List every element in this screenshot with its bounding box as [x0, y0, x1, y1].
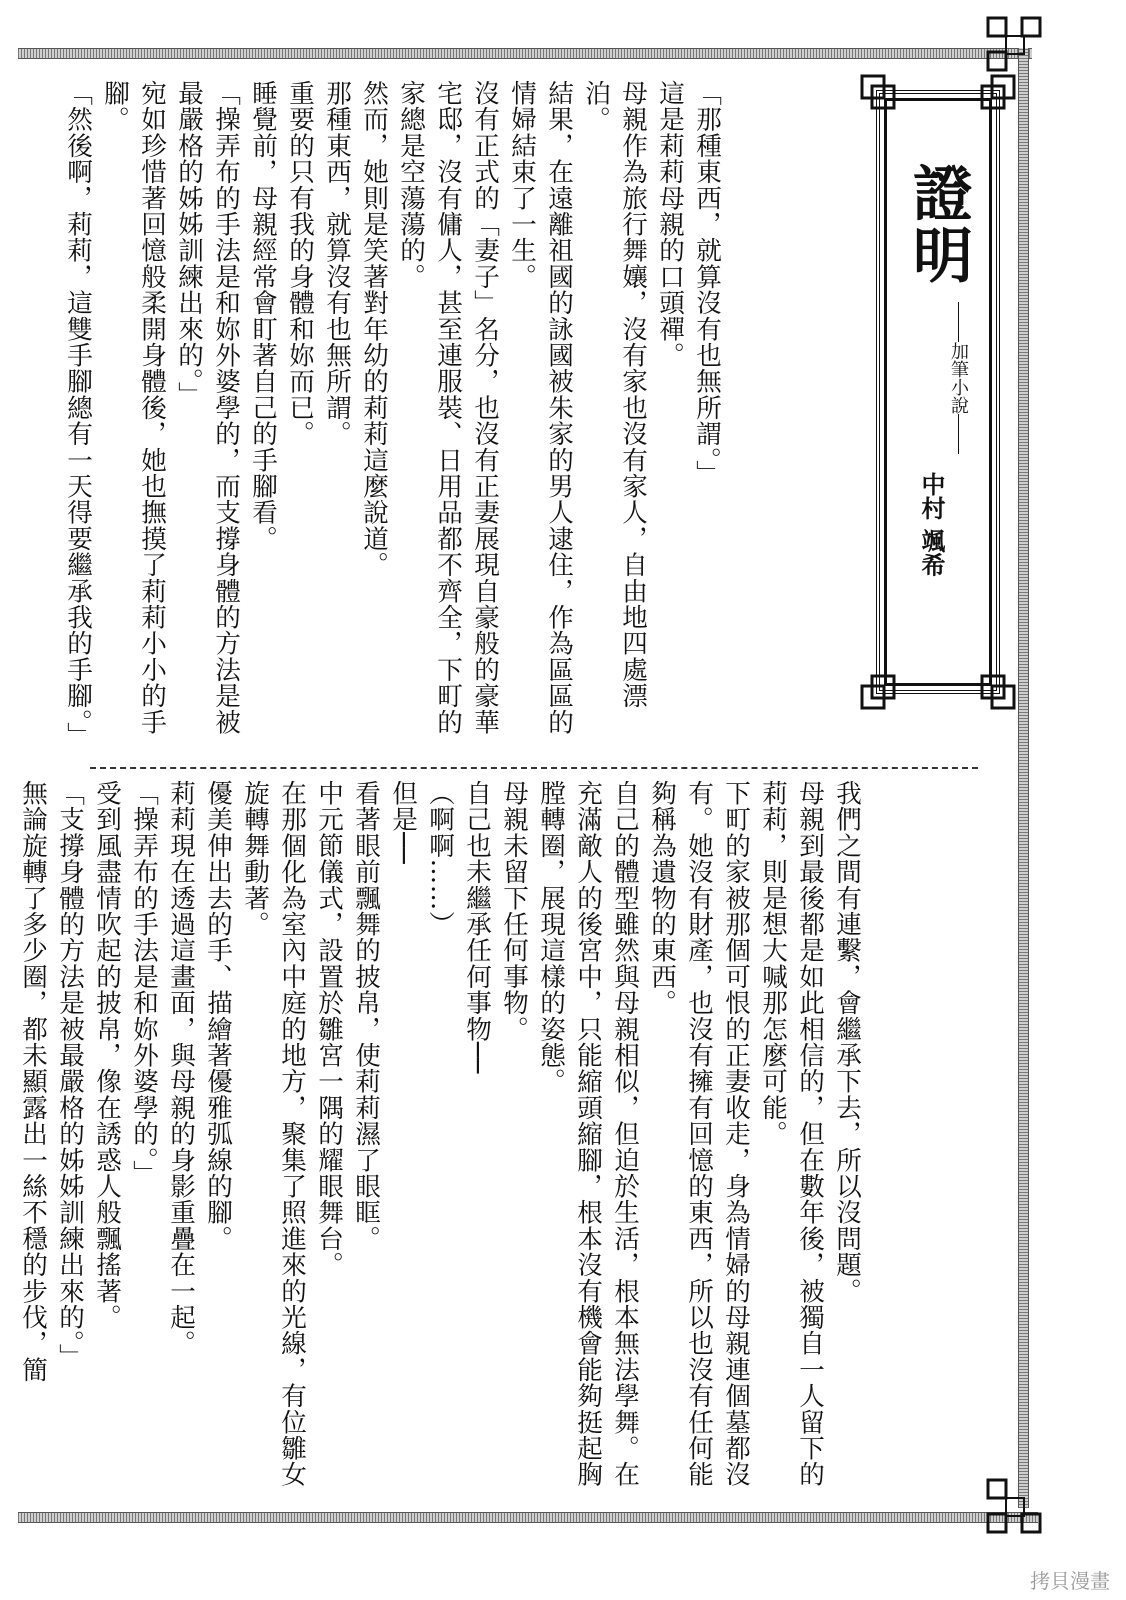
paragraph: 受到風盡情吹起的披帛，像在誘惑人般飄搖著。	[92, 780, 122, 1331]
paragraph: 結果，在遠離祖國的詠國被朱家的男人逮住，作為區區的情婦結束了一生。	[507, 80, 574, 735]
paragraph: 母親作為旅行舞孃，沒有家也沒有家人，自由地四處漂泊。	[581, 80, 648, 709]
paragraph: 莉莉現在透過這畫面，與母親的身影重疊在一起。	[166, 780, 196, 1357]
paragraph: 我們之間有連繫，會繼承下去，所以沒問題。	[832, 780, 862, 1304]
paragraph: 但是──	[388, 780, 418, 865]
paragraph: 「那種東西，就算沒有也無所謂。」	[692, 80, 722, 487]
paragraph: 重要的只有我的身體和妳而已。	[285, 80, 315, 447]
paragraph: 下町的家被那個可恨的正妻收走，身為情婦的母親連個墓都沒有。她沒有財產，也沒有擁有回憶的東西，所以也沒有任何能夠稱為遺物的東西。	[647, 780, 751, 1488]
paragraph: （啊啊……）	[425, 780, 455, 938]
paragraph: 優美伸出去的手、描繪著優雅弧線的腳。	[203, 780, 233, 1252]
paragraph: 那種東西，就算沒有也無所謂。	[322, 80, 352, 447]
page-frame-right	[1018, 48, 1029, 1508]
paragraph: 無論旋轉了多少圈，都未顯露出一絲不穩的步伐，簡	[18, 780, 48, 1383]
upper-text-section	[60, 80, 725, 760]
paragraph: 宛如珍惜著回憶般柔開身體後，她也撫摸了莉莉小小的手腳。	[100, 80, 167, 735]
corner-ornament-top-right-icon	[986, 16, 1046, 76]
paragraph: 看著眼前飄舞的披帛，使莉莉濕了眼眶。	[351, 780, 381, 1252]
paragraph: 「操弄布的手法是和妳外婆學的。」	[129, 780, 159, 1187]
watermark-text: 拷貝漫畫	[1030, 1569, 1110, 1593]
paragraph: 睡覺前，母親經常會盯著自己的手腳看。	[248, 80, 278, 552]
lower-text-section	[18, 780, 865, 1500]
page-frame-bottom	[18, 1512, 1038, 1523]
paragraph: 自己也未繼承任何事物──	[462, 780, 492, 1075]
paragraph: 這是莉莉母親的口頭禪。	[655, 80, 685, 369]
section-divider	[90, 767, 978, 769]
paragraph: 母親到最後都是如此相信的，但在數年後，被獨自一人留下的莉莉，則是想大喊那怎麼可能。	[758, 780, 825, 1488]
subtitle-text: 加筆小說	[948, 342, 969, 414]
subtitle-rule-bottom	[958, 414, 959, 454]
paragraph: 中元節儀式，設置於雛宮一隅的耀眼舞台。	[314, 780, 344, 1278]
paragraph: 「支撐身體的方法是被最嚴格的姊姊訓練出來的。」	[55, 780, 85, 1370]
corner-ornament-bottom-right-icon	[986, 1478, 1046, 1538]
author-name: 中村 颯希	[917, 472, 946, 577]
paragraph: 母親未留下任何事物。	[499, 780, 529, 1042]
paragraph: 然而，她則是笑著對年幼的莉莉這麼說道。	[359, 80, 389, 578]
paragraph: 「操弄布的手法是和妳外婆學的，而支撐身體的方法是被最嚴格的姊姊訓練出來的。」	[174, 80, 241, 735]
paragraph: 在那個化為室內中庭的地方，聚集了照進來的光線，有位雛女旋轉舞動著。	[240, 780, 307, 1488]
story-subtitle	[946, 302, 970, 454]
story-title: 證明	[903, 162, 973, 286]
page-frame-top	[18, 48, 1032, 59]
title-panel	[858, 72, 1018, 712]
paragraph: 沒有正式的「妻子」名分，也沒有正妻展現自豪般的豪華宅邸，沒有傭人，甚至連服裝、日用品都不齊全，下町的家總是空蕩蕩的。	[396, 80, 500, 735]
paragraph: 「然後啊，莉莉，這雙手腳總有一天得要繼承我的手腳。」	[63, 80, 93, 749]
subtitle-rule-top	[958, 302, 959, 342]
paragraph: 自己的體型雖然與母親相似，但迫於生活，根本無法學舞。在充滿敵人的後宮中，只能縮頭縮腳，根本沒有機會能夠挺起胸膛轉圈，展現這樣的姿態。	[536, 780, 640, 1488]
